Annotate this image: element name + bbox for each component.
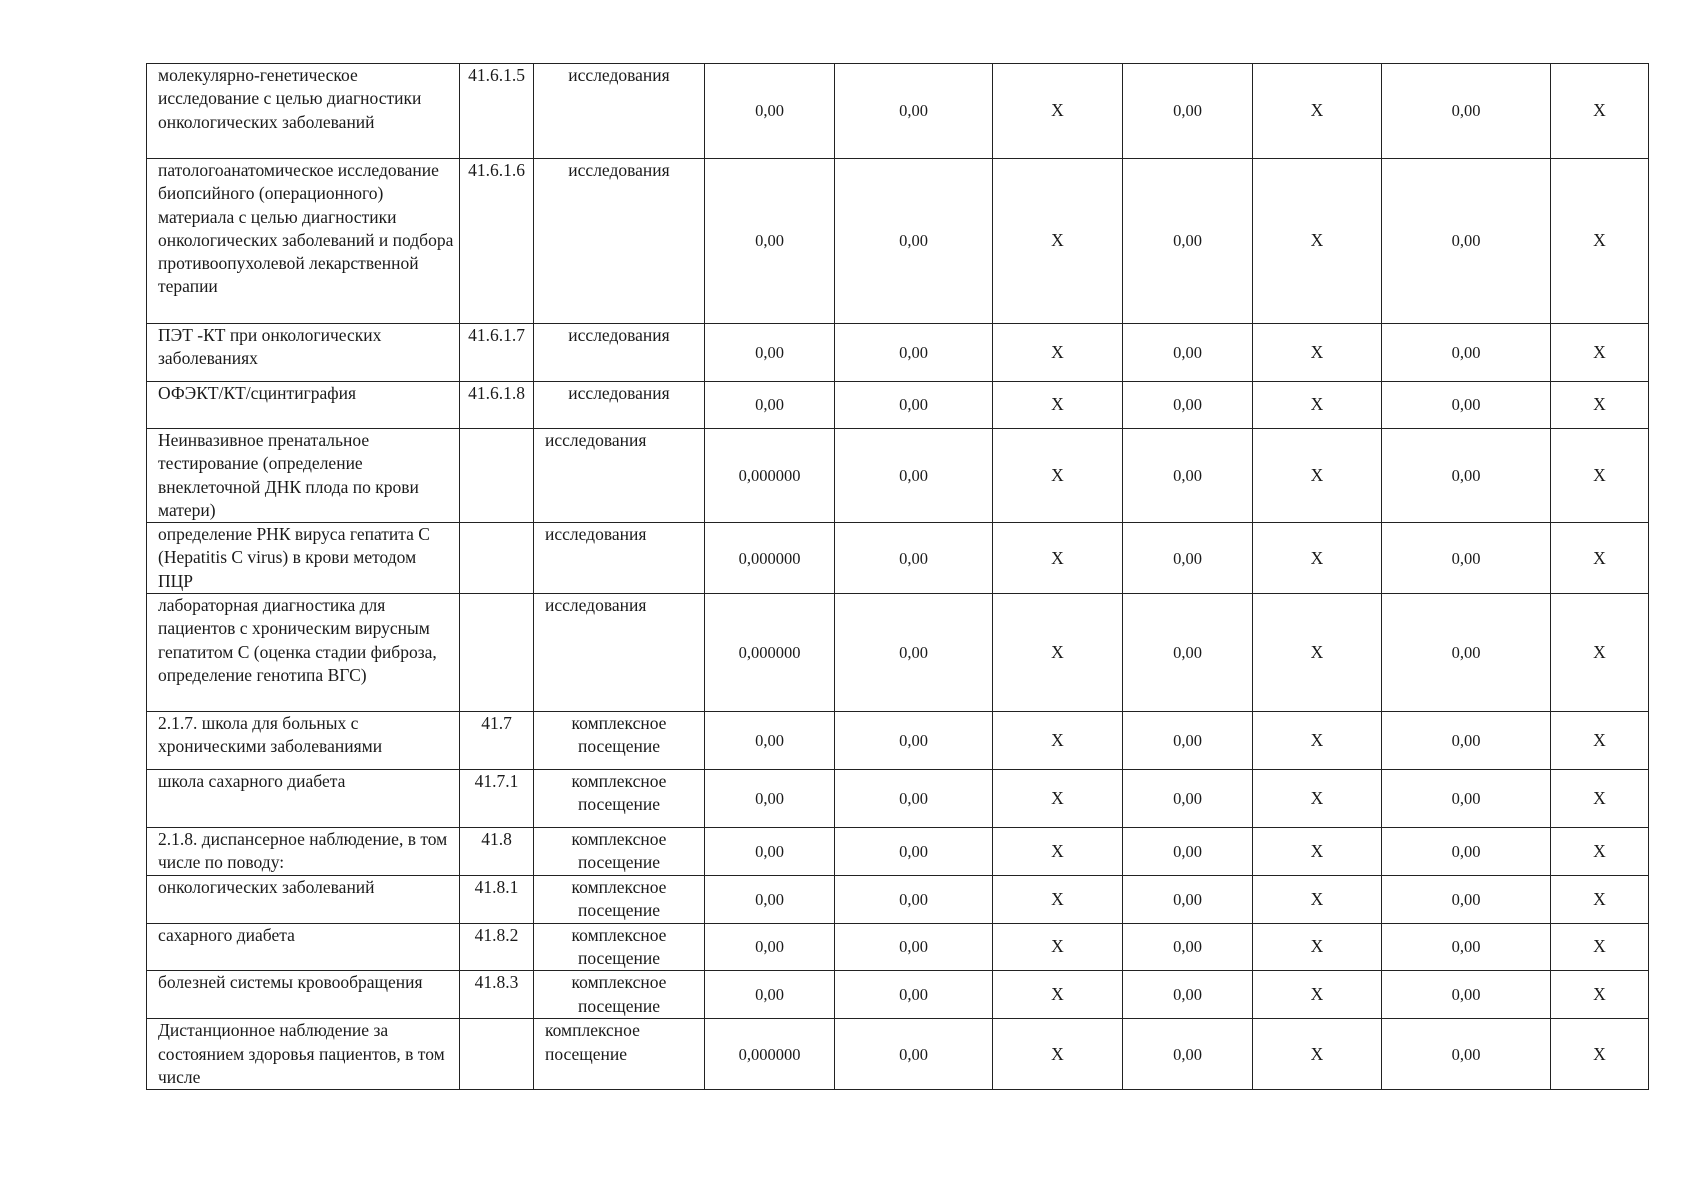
row-value-cell-6: 0,00: [1382, 523, 1551, 594]
row-unit-cell: исследования: [534, 64, 705, 159]
row-value-cell-2: 0,00: [835, 770, 993, 828]
row-value-cell-3: X: [993, 712, 1123, 770]
row-code-cell: 41.6.1.5: [460, 64, 534, 159]
row-value-cell-7: X: [1551, 1019, 1649, 1090]
row-name-cell: определение РНК вируса гепатита С (Hepatitis C virus) в крови методом ПЦР: [147, 523, 460, 594]
table-row: [147, 770, 1649, 828]
row-value-cell-2: 0,00: [835, 971, 993, 1019]
row-value-cell-1: 0,00: [705, 712, 835, 770]
row-value-cell-7: X: [1551, 875, 1649, 923]
row-value-cell-5: X: [1253, 382, 1382, 429]
row-value-cell-2: 0,00: [835, 382, 993, 429]
row-value-cell-2: 0,00: [835, 159, 993, 324]
table-row: [147, 875, 1649, 923]
row-value-cell-7: X: [1551, 770, 1649, 828]
row-value-cell-6: 0,00: [1382, 382, 1551, 429]
row-name-cell: школа сахарного диабета: [147, 770, 460, 828]
row-value-cell-3: X: [993, 594, 1123, 712]
row-value-cell-7: X: [1551, 971, 1649, 1019]
row-name-cell: онкологических заболеваний: [147, 875, 460, 923]
row-name-cell: болезней системы кровообращения: [147, 971, 460, 1019]
row-code-cell: [460, 594, 534, 712]
row-code-cell: 41.6.1.7: [460, 324, 534, 382]
row-unit-cell: комплексное посещение: [534, 923, 705, 971]
row-value-cell-4: 0,00: [1123, 382, 1253, 429]
row-unit-cell: комплексное посещение: [534, 875, 705, 923]
row-value-cell-3: X: [993, 523, 1123, 594]
row-value-cell-6: 0,00: [1382, 324, 1551, 382]
row-unit-cell: комплексное посещение: [534, 1019, 705, 1090]
row-value-cell-4: 0,00: [1123, 923, 1253, 971]
row-value-cell-1: 0,000000: [705, 429, 835, 523]
row-unit-cell: исследования: [534, 429, 705, 523]
row-name-cell: ОФЭКТ/КТ/сцинтиграфия: [147, 382, 460, 429]
row-value-cell-2: 0,00: [835, 324, 993, 382]
row-value-cell-7: X: [1551, 923, 1649, 971]
row-value-cell-1: 0,000000: [705, 594, 835, 712]
indicator-table: [146, 63, 1649, 1090]
table-row: [147, 523, 1649, 594]
row-value-cell-3: X: [993, 324, 1123, 382]
row-value-cell-5: X: [1253, 828, 1382, 876]
row-value-cell-4: 0,00: [1123, 971, 1253, 1019]
row-value-cell-2: 0,00: [835, 429, 993, 523]
row-unit-cell: исследования: [534, 594, 705, 712]
row-value-cell-7: X: [1551, 382, 1649, 429]
row-code-cell: 41.8.2: [460, 923, 534, 971]
row-value-cell-7: X: [1551, 712, 1649, 770]
row-value-cell-4: 0,00: [1123, 770, 1253, 828]
row-value-cell-3: X: [993, 64, 1123, 159]
row-unit-cell: исследования: [534, 159, 705, 324]
table-row: [147, 971, 1649, 1019]
row-code-cell: 41.7.1: [460, 770, 534, 828]
row-value-cell-4: 0,00: [1123, 594, 1253, 712]
row-name-cell: Дистанционное наблюдение за состоянием здоровья пациентов, в том числе: [147, 1019, 460, 1090]
row-unit-cell: исследования: [534, 523, 705, 594]
row-name-cell: патологоанатомическое исследование биопсийного (операционного) материала с целью диагностики онкологических заболеваний и подбора противоопухолевой лекарственной терапии: [147, 159, 460, 324]
row-value-cell-3: X: [993, 429, 1123, 523]
row-code-cell: 41.8: [460, 828, 534, 876]
row-value-cell-2: 0,00: [835, 828, 993, 876]
row-name-cell: ПЭТ -КТ при онкологических заболеваниях: [147, 324, 460, 382]
row-code-cell: 41.7: [460, 712, 534, 770]
table-row: [147, 382, 1649, 429]
row-value-cell-5: X: [1253, 712, 1382, 770]
row-value-cell-2: 0,00: [835, 1019, 993, 1090]
row-value-cell-5: X: [1253, 594, 1382, 712]
table-row: [147, 64, 1649, 159]
row-value-cell-7: X: [1551, 594, 1649, 712]
row-value-cell-1: 0,00: [705, 923, 835, 971]
row-name-cell: молекулярно-генетическое исследование с целью диагностики онкологических заболеваний: [147, 64, 460, 159]
row-value-cell-1: 0,00: [705, 770, 835, 828]
row-value-cell-3: X: [993, 1019, 1123, 1090]
row-value-cell-6: 0,00: [1382, 923, 1551, 971]
row-value-cell-2: 0,00: [835, 923, 993, 971]
row-value-cell-5: X: [1253, 770, 1382, 828]
row-code-cell: [460, 523, 534, 594]
row-name-cell: 2.1.7. школа для больных с хроническими заболеваниями: [147, 712, 460, 770]
row-value-cell-4: 0,00: [1123, 828, 1253, 876]
row-code-cell: 41.6.1.8: [460, 382, 534, 429]
row-unit-cell: исследования: [534, 324, 705, 382]
row-value-cell-5: X: [1253, 324, 1382, 382]
row-value-cell-1: 0,00: [705, 828, 835, 876]
row-value-cell-1: 0,00: [705, 159, 835, 324]
row-value-cell-3: X: [993, 770, 1123, 828]
row-value-cell-1: 0,00: [705, 324, 835, 382]
row-code-cell: 41.8.1: [460, 875, 534, 923]
row-value-cell-3: X: [993, 828, 1123, 876]
row-value-cell-7: X: [1551, 523, 1649, 594]
row-value-cell-1: 0,000000: [705, 523, 835, 594]
row-value-cell-7: X: [1551, 64, 1649, 159]
row-unit-cell: исследования: [534, 382, 705, 429]
row-value-cell-6: 0,00: [1382, 770, 1551, 828]
row-value-cell-5: X: [1253, 875, 1382, 923]
row-value-cell-7: X: [1551, 324, 1649, 382]
row-value-cell-5: X: [1253, 923, 1382, 971]
row-code-cell: 41.8.3: [460, 971, 534, 1019]
row-value-cell-4: 0,00: [1123, 64, 1253, 159]
table-row: [147, 159, 1649, 324]
row-value-cell-1: 0,00: [705, 971, 835, 1019]
row-value-cell-4: 0,00: [1123, 429, 1253, 523]
row-value-cell-6: 0,00: [1382, 429, 1551, 523]
row-value-cell-3: X: [993, 971, 1123, 1019]
row-value-cell-3: X: [993, 159, 1123, 324]
row-value-cell-4: 0,00: [1123, 324, 1253, 382]
row-value-cell-5: X: [1253, 429, 1382, 523]
row-value-cell-5: X: [1253, 1019, 1382, 1090]
row-value-cell-1: 0,00: [705, 875, 835, 923]
row-value-cell-3: X: [993, 382, 1123, 429]
row-value-cell-4: 0,00: [1123, 712, 1253, 770]
row-value-cell-4: 0,00: [1123, 159, 1253, 324]
row-value-cell-2: 0,00: [835, 523, 993, 594]
row-value-cell-3: X: [993, 875, 1123, 923]
table-row: [147, 712, 1649, 770]
row-value-cell-7: X: [1551, 429, 1649, 523]
row-value-cell-2: 0,00: [835, 594, 993, 712]
row-value-cell-6: 0,00: [1382, 712, 1551, 770]
row-value-cell-5: X: [1253, 64, 1382, 159]
row-value-cell-5: X: [1253, 523, 1382, 594]
table-row: [147, 429, 1649, 523]
row-unit-cell: комплексное посещение: [534, 712, 705, 770]
table-row: [147, 1019, 1649, 1090]
row-name-cell: 2.1.8. диспансерное наблюдение, в том числе по поводу:: [147, 828, 460, 876]
row-name-cell: лабораторная диагностика для пациентов с хроническим вирусным гепатитом С (оценка стадии фиброза, определение генотипа ВГС): [147, 594, 460, 712]
row-value-cell-6: 0,00: [1382, 875, 1551, 923]
table-row: [147, 828, 1649, 876]
row-value-cell-6: 0,00: [1382, 1019, 1551, 1090]
row-value-cell-7: X: [1551, 159, 1649, 324]
row-value-cell-6: 0,00: [1382, 159, 1551, 324]
row-code-cell: 41.6.1.6: [460, 159, 534, 324]
row-value-cell-6: 0,00: [1382, 64, 1551, 159]
row-value-cell-4: 0,00: [1123, 523, 1253, 594]
row-code-cell: [460, 1019, 534, 1090]
row-value-cell-5: X: [1253, 159, 1382, 324]
row-value-cell-2: 0,00: [835, 875, 993, 923]
table-row: [147, 923, 1649, 971]
row-value-cell-6: 0,00: [1382, 594, 1551, 712]
row-name-cell: сахарного диабета: [147, 923, 460, 971]
row-value-cell-2: 0,00: [835, 64, 993, 159]
row-value-cell-1: 0,000000: [705, 1019, 835, 1090]
row-unit-cell: комплексное посещение: [534, 828, 705, 876]
row-value-cell-2: 0,00: [835, 712, 993, 770]
table-row: [147, 594, 1649, 712]
row-code-cell: [460, 429, 534, 523]
row-value-cell-3: X: [993, 923, 1123, 971]
row-unit-cell: комплексное посещение: [534, 770, 705, 828]
row-value-cell-6: 0,00: [1382, 828, 1551, 876]
row-value-cell-4: 0,00: [1123, 875, 1253, 923]
row-value-cell-6: 0,00: [1382, 971, 1551, 1019]
table-body: [147, 64, 1649, 1090]
row-value-cell-5: X: [1253, 971, 1382, 1019]
row-name-cell: Неинвазивное пренатальное тестирование (определение внеклеточной ДНК плода по крови матери): [147, 429, 460, 523]
row-value-cell-1: 0,00: [705, 382, 835, 429]
table-row: [147, 324, 1649, 382]
row-value-cell-1: 0,00: [705, 64, 835, 159]
row-unit-cell: комплексное посещение: [534, 971, 705, 1019]
row-value-cell-4: 0,00: [1123, 1019, 1253, 1090]
row-value-cell-7: X: [1551, 828, 1649, 876]
